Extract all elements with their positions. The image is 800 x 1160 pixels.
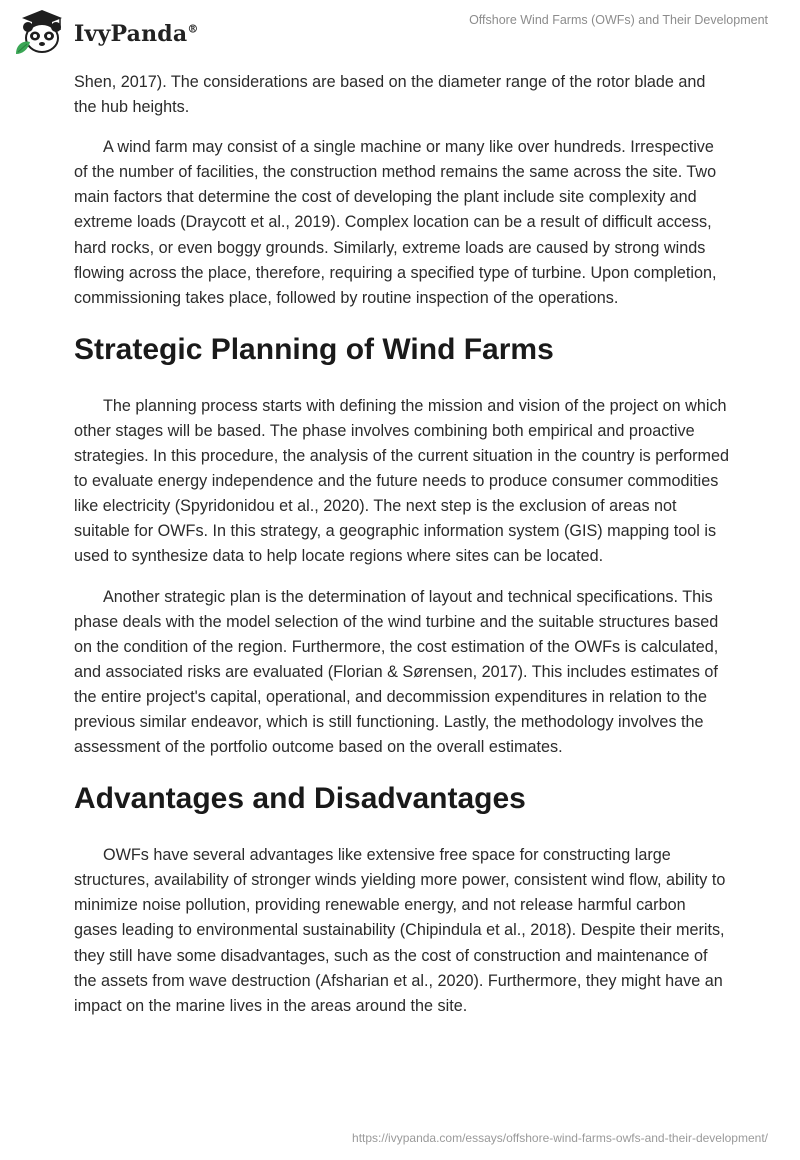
- paragraph: Shen, 2017). The considerations are based on the diameter range of the rotor blade and the hub heights.: [74, 73, 706, 117]
- panda-graduate-icon: [14, 8, 70, 56]
- page-header: [0, 0, 800, 62]
- section-heading: Advantages and Disadvantages: [74, 782, 526, 816]
- ivypanda-logo[interactable]: [14, 8, 199, 56]
- paragraph: A wind farm may consist of a single machine or many like over hundreds. Irrespective of the number of facilities, the construction method remains the same across the site. Two main factors that determine the cost of developing the plant include site complexity and extreme loads (Draycott et al., 2019). Complex location can be a result of difficult access, hard rocks, or even boggy grounds. Similarly, extreme loads are caused by strong winds flowing across the place, therefore, requiring a specified type of turbine. Upon completion, commissioning takes place, followed by routine inspection of the operations.: [74, 138, 717, 307]
- paragraph: The planning process starts with defining the mission and vision of the project on which other stages will be based. The phase involves combining both empirical and proactive strategies. In this procedure, the analysis of the current situation in the country is performed to evaluate energy independence and the future needs to produce consumer commodities like electricity (Spyridonidou et al., 2020). The next step is the exclusion of areas not suitable for OWFs. In this strategy, a geographic information system (GIS) mapping tool is used to synthesize data to help locate regions where sites can be located.: [74, 396, 730, 566]
- source-url[interactable]: https://ivypanda.com/essays/offshore-wind-farms-owfs-and-their-development/: [352, 1131, 768, 1145]
- paragraph: Another strategic plan is the determination of layout and technical specifications. This phase deals with the model selection of the wind turbine and the suitable structures based on the condition of the region. Furthermore, the cost estimation of the OWFs is calculated, and associated risks are evaluated (Florian & Sørensen, 2017). This includes estimates of the entire project's capital, operational, and decommission expenditures in relation to the previous similar endeavor, which is still functioning. Lastly, the methodology involves the assessment of the portfolio outcome based on the overall estimates.: [74, 587, 719, 757]
- section-heading: Strategic Planning of Wind Farms: [74, 332, 554, 366]
- essay-body: [74, 70, 730, 1034]
- logo-wordmark: IvyPanda®: [74, 21, 199, 47]
- paragraph: OWFs have several advantages like extensive free space for constructing large structures, availability of stronger winds yielding more power, consistent wind flow, ability to minimize noise pollution, providing renewable energy, and not release harmful carbon gases leading to environmental sustainability (Chipindula et al., 2018). Despite their merits, they still have some disadvantages, such as the cost of construction and maintenance of the assets from wave destruction (Afsharian et al., 2020). Furthermore, they might have an impact on the marine lives in the areas around the site.: [74, 846, 726, 1015]
- document-title: Offshore Wind Farms (OWFs) and Their Development: [469, 13, 768, 27]
